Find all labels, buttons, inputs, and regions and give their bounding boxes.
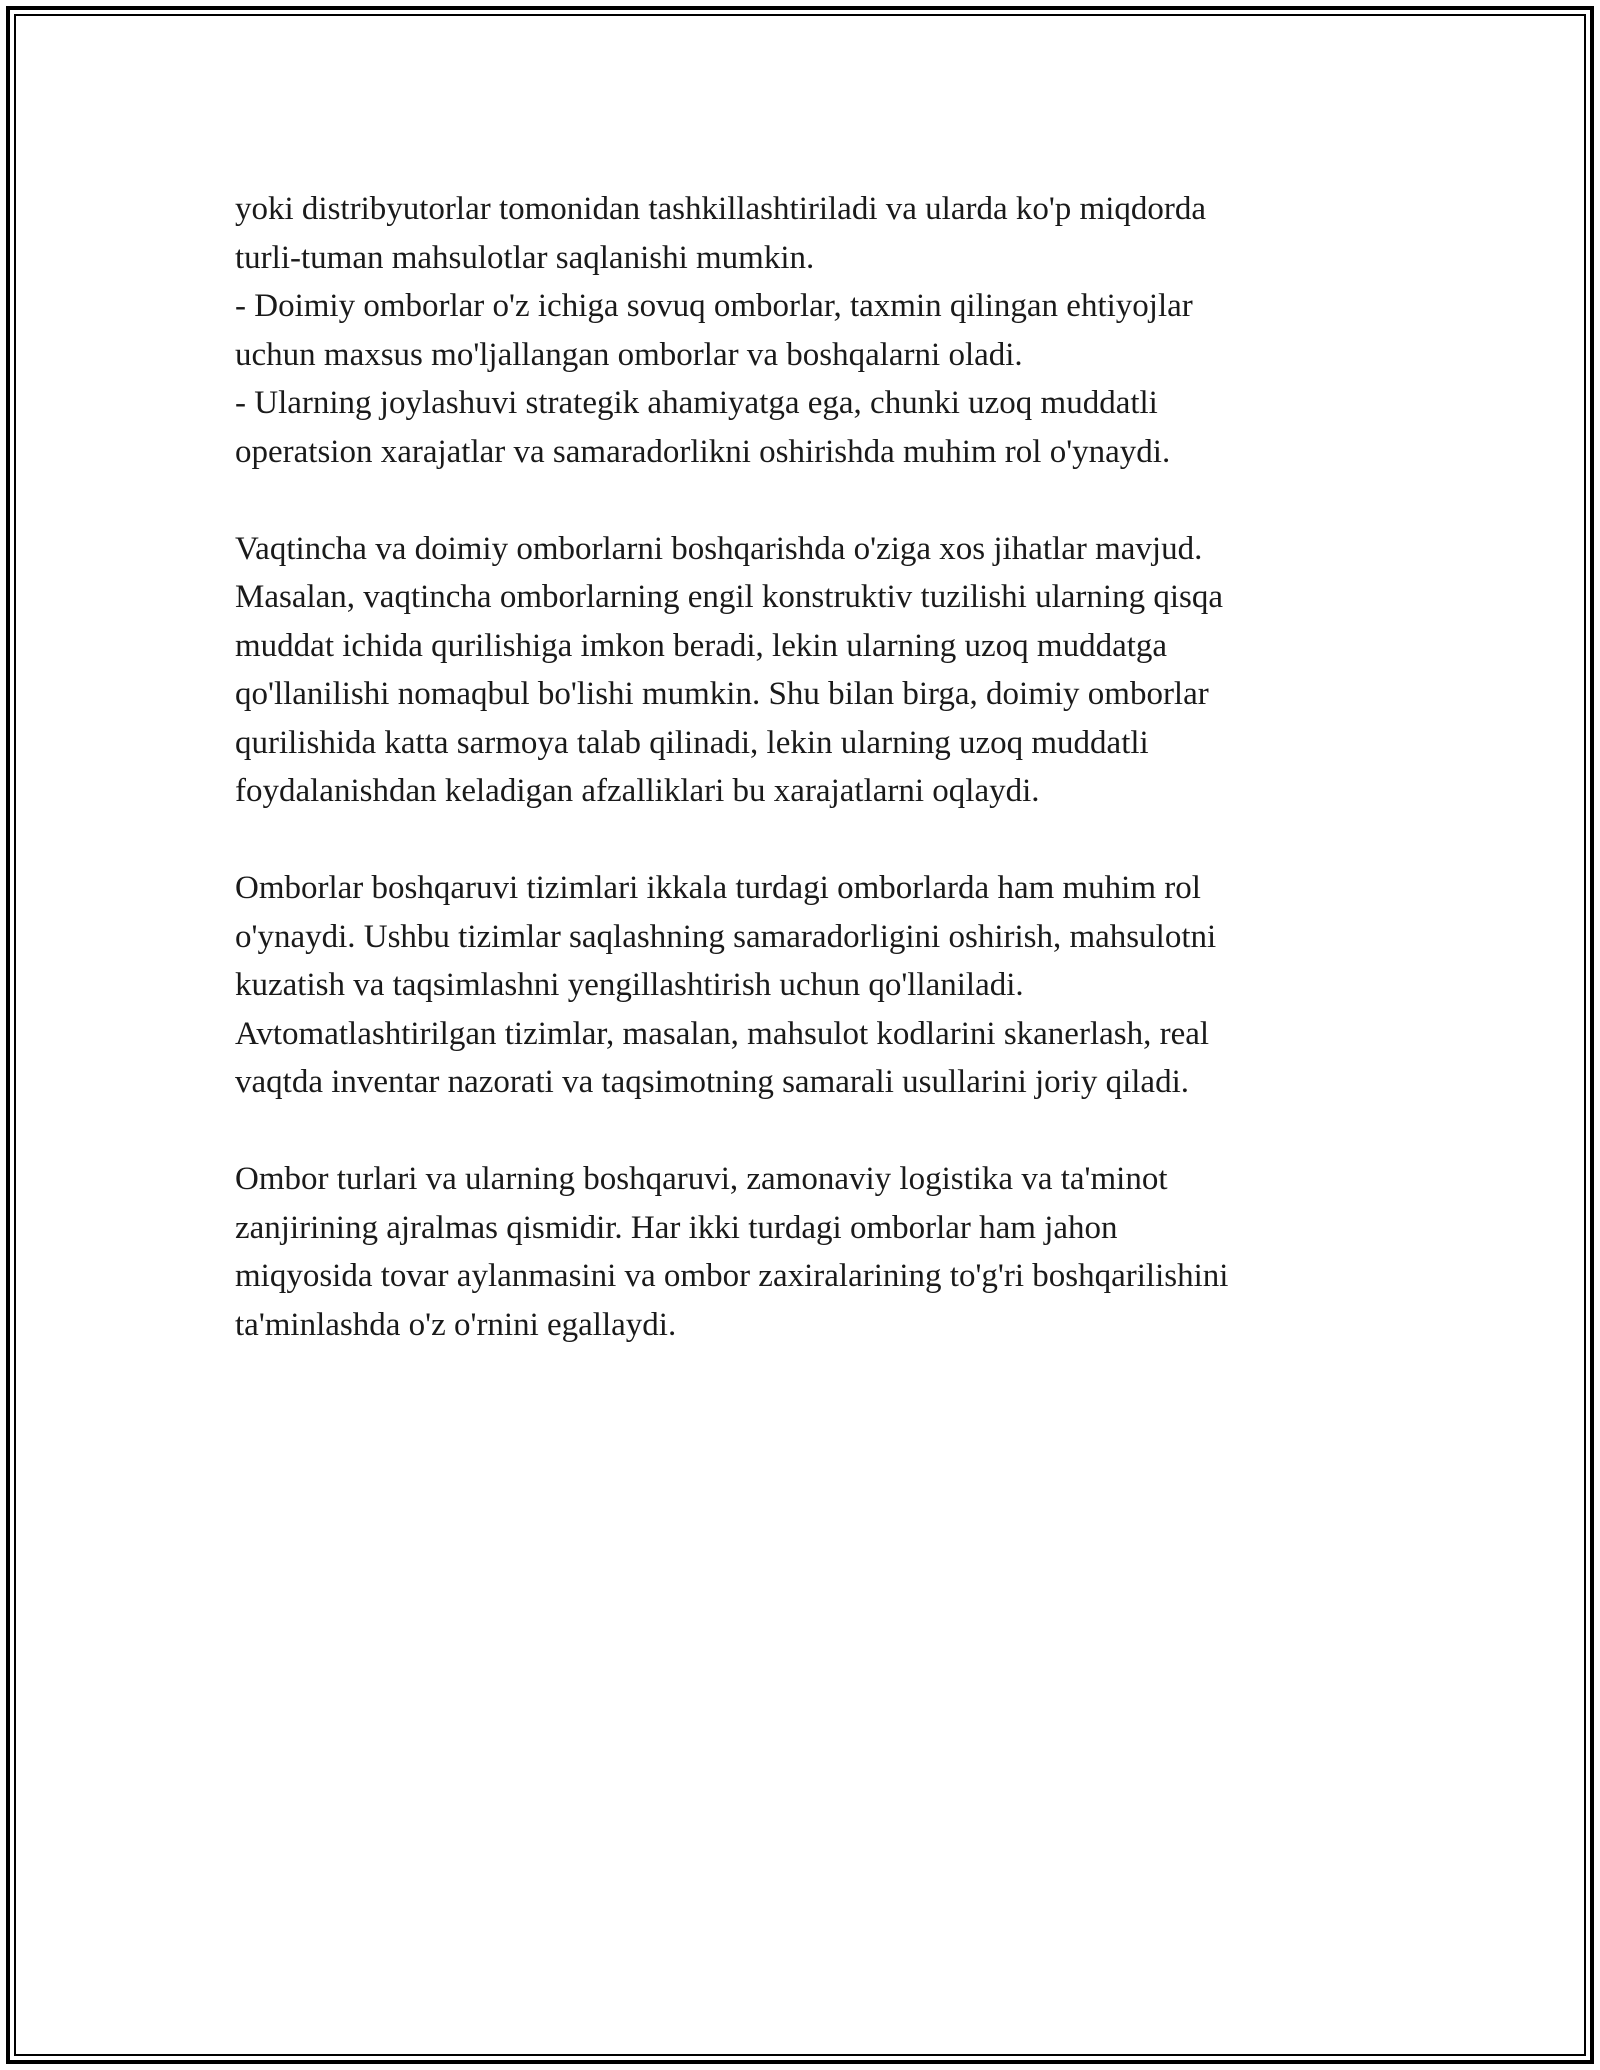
document-body	[235, 185, 1385, 1349]
text-line: uchun maxsus mo'ljallangan omborlar va boshqalarni oladi.	[235, 336, 1023, 373]
text-line: Avtomatlashtirilgan tizimlar, masalan, mahsulot kodlarini skanerlash, real	[235, 1015, 1210, 1052]
text-line: vaqtda inventar nazorati va taqsimotning samarali usullarini joriy qiladi.	[235, 1064, 1189, 1100]
text-line: foydalanishdan keladigan afzalliklari bu xarajatlarni oqlaydi.	[235, 773, 1040, 809]
text-line: Vaqtincha va doimiy omborlarni boshqarishda o'ziga xos jihatlar mavjud.	[235, 530, 1203, 567]
paragraph-1	[235, 185, 1385, 476]
text-line: qurilishida katta sarmoya talab qilinadi, lekin ularning uzoq muddatli	[235, 724, 1149, 761]
text-line: miqyosida tovar aylanmasini va ombor zaxiralarining to'g'ri boshqarilishini	[235, 1258, 1229, 1294]
text-line: Ombor turlari va ularning boshqaruvi, zamonaviy logistika va ta'minot	[235, 1161, 1168, 1197]
paragraph-2	[235, 525, 1385, 816]
text-line: - Ularning joylashuvi strategik ahamiyatga ega, chunki uzoq muddatli	[235, 385, 1158, 421]
text-line: zanjirining ajralmas qismidir. Har ikki turdagi omborlar ham jahon	[235, 1209, 1118, 1246]
text-line: o'ynaydi. Ushbu tizimlar saqlashning samaradorligini oshirish, mahsulotni	[235, 918, 1217, 955]
text-line: muddat ichida qurilishiga imkon beradi, lekin ularning uzoq muddatga	[235, 627, 1168, 664]
text-line: qo'llanilishi nomaqbul bo'lishi mumkin. Shu bilan birga, doimiy omborlar	[235, 676, 1209, 712]
text-line: yoki distribyutorlar tomonidan tashkillashtiriladi va ularda ko'p miqdorda	[235, 191, 1207, 227]
text-line: Masalan, vaqtincha omborlarning engil konstruktiv tuzilishi ularning qisqa	[235, 579, 1223, 615]
text-line: - Doimiy omborlar o'z ichiga sovuq omborlar, taxmin qilingan ehtiyojlar	[235, 288, 1193, 324]
text-line: operatsion xarajatlar va samaradorlikni oshirishda muhim rol o'ynaydi.	[235, 433, 1171, 470]
text-line: ta'minlashda o'z o'rnini egallaydi.	[235, 1306, 677, 1343]
text-line: Omborlar boshqaruvi tizimlari ikkala turdagi omborlarda ham muhim rol	[235, 870, 1201, 906]
paragraph-3	[235, 864, 1385, 1107]
text-line: kuzatish va taqsimlashni yengillashtirish uchun qo'llaniladi.	[235, 967, 1024, 1003]
paragraph-4	[235, 1155, 1385, 1349]
text-line: turli-tuman mahsulotlar saqlanishi mumkin.	[235, 239, 815, 276]
